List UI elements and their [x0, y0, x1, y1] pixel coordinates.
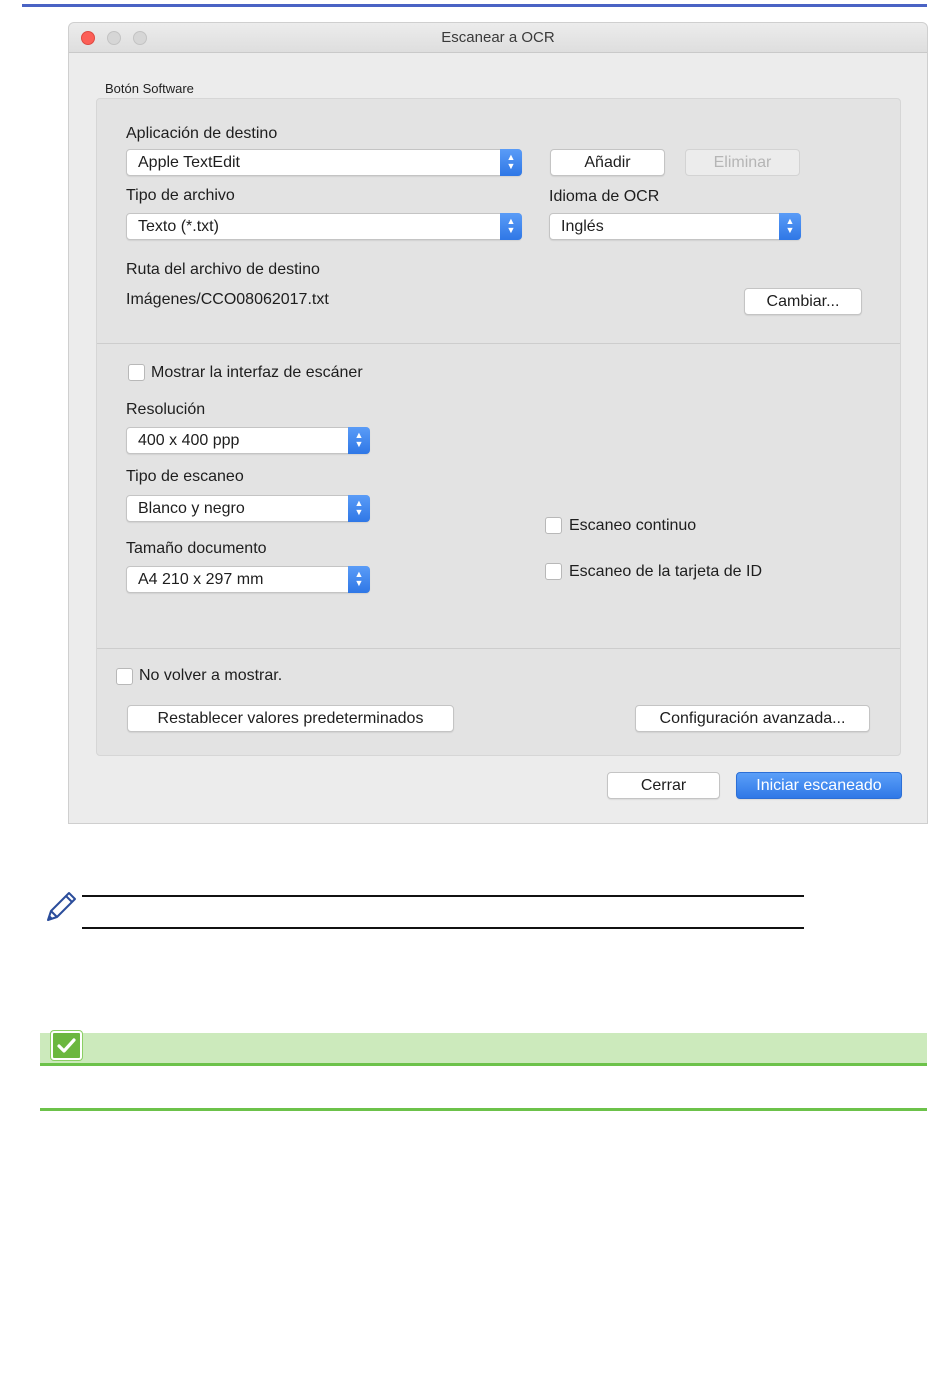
section-divider	[97, 648, 900, 649]
id-card-scan-label: Escaneo de la tarjeta de ID	[569, 563, 763, 580]
start-scan-button[interactable]: Iniciar escaneado	[736, 772, 902, 799]
title-bar	[69, 23, 927, 53]
continuous-scan-checkbox[interactable]	[545, 517, 562, 534]
ocr-language-select[interactable]	[549, 213, 801, 240]
file-type-value: Texto (*.txt)	[138, 218, 219, 235]
settings-group	[96, 98, 901, 756]
section-divider	[97, 343, 900, 344]
select-arrows-icon: ▲ ▼	[500, 213, 522, 240]
destination-app-label: Aplicación de destino	[126, 125, 278, 142]
resolution-value: 400 x 400 ppp	[138, 432, 240, 449]
select-arrows-icon: ▲ ▼	[348, 566, 370, 593]
dont-show-again-checkbox[interactable]	[116, 668, 133, 685]
show-interface-checkbox[interactable]	[128, 364, 145, 381]
destination-app-select[interactable]	[126, 149, 522, 176]
document-size-value: A4 210 x 297 mm	[138, 571, 264, 588]
select-arrows-icon: ▲ ▼	[779, 213, 801, 240]
destination-path-value: Imágenes/CCO08062017.txt	[126, 291, 329, 308]
add-button[interactable]: Añadir	[550, 149, 665, 176]
related-info-bottom-rule	[40, 1108, 927, 1111]
resolution-select[interactable]	[126, 427, 370, 454]
close-button[interactable]: Cerrar	[607, 772, 720, 799]
ocr-language-value: Inglés	[561, 218, 604, 235]
scan-type-select[interactable]	[126, 495, 370, 522]
show-interface-label: Mostrar la interfaz de escáner	[151, 364, 363, 381]
select-arrows-icon: ▲ ▼	[348, 495, 370, 522]
note-bottom-rule	[82, 927, 804, 929]
destination-app-value: Apple TextEdit	[138, 154, 240, 171]
related-info-top-rule	[40, 1063, 927, 1066]
note-top-rule	[82, 895, 804, 897]
file-type-label: Tipo de archivo	[126, 187, 235, 204]
group-label: Botón Software	[105, 81, 194, 96]
file-type-select[interactable]	[126, 213, 522, 240]
select-arrows-icon: ▲ ▼	[348, 427, 370, 454]
top-divider	[22, 4, 927, 7]
window-title: Escanear a OCR	[441, 29, 555, 46]
select-arrows-icon: ▲ ▼	[500, 149, 522, 176]
destination-path-label: Ruta del archivo de destino	[126, 261, 320, 278]
checkmark-icon	[51, 1031, 82, 1060]
resolution-label: Resolución	[126, 401, 206, 418]
advanced-settings-button[interactable]: Configuración avanzada...	[635, 705, 870, 732]
continuous-scan-label: Escaneo continuo	[569, 517, 697, 534]
dont-show-again-label: No volver a mostrar.	[139, 667, 283, 684]
scan-type-label: Tipo de escaneo	[126, 468, 244, 485]
reset-defaults-button[interactable]: Restablecer valores predeterminados	[127, 705, 454, 732]
id-card-scan-checkbox[interactable]	[545, 563, 562, 580]
scan-to-ocr-dialog	[68, 22, 928, 824]
document-size-select[interactable]	[126, 566, 370, 593]
pencil-icon	[44, 888, 80, 924]
change-path-button[interactable]: Cambiar...	[744, 288, 862, 315]
ocr-language-label: Idioma de OCR	[549, 188, 660, 205]
delete-button[interactable]: Eliminar	[685, 149, 800, 176]
related-info-bar	[40, 1033, 927, 1064]
scan-type-value: Blanco y negro	[138, 500, 245, 517]
document-size-label: Tamaño documento	[126, 540, 267, 557]
